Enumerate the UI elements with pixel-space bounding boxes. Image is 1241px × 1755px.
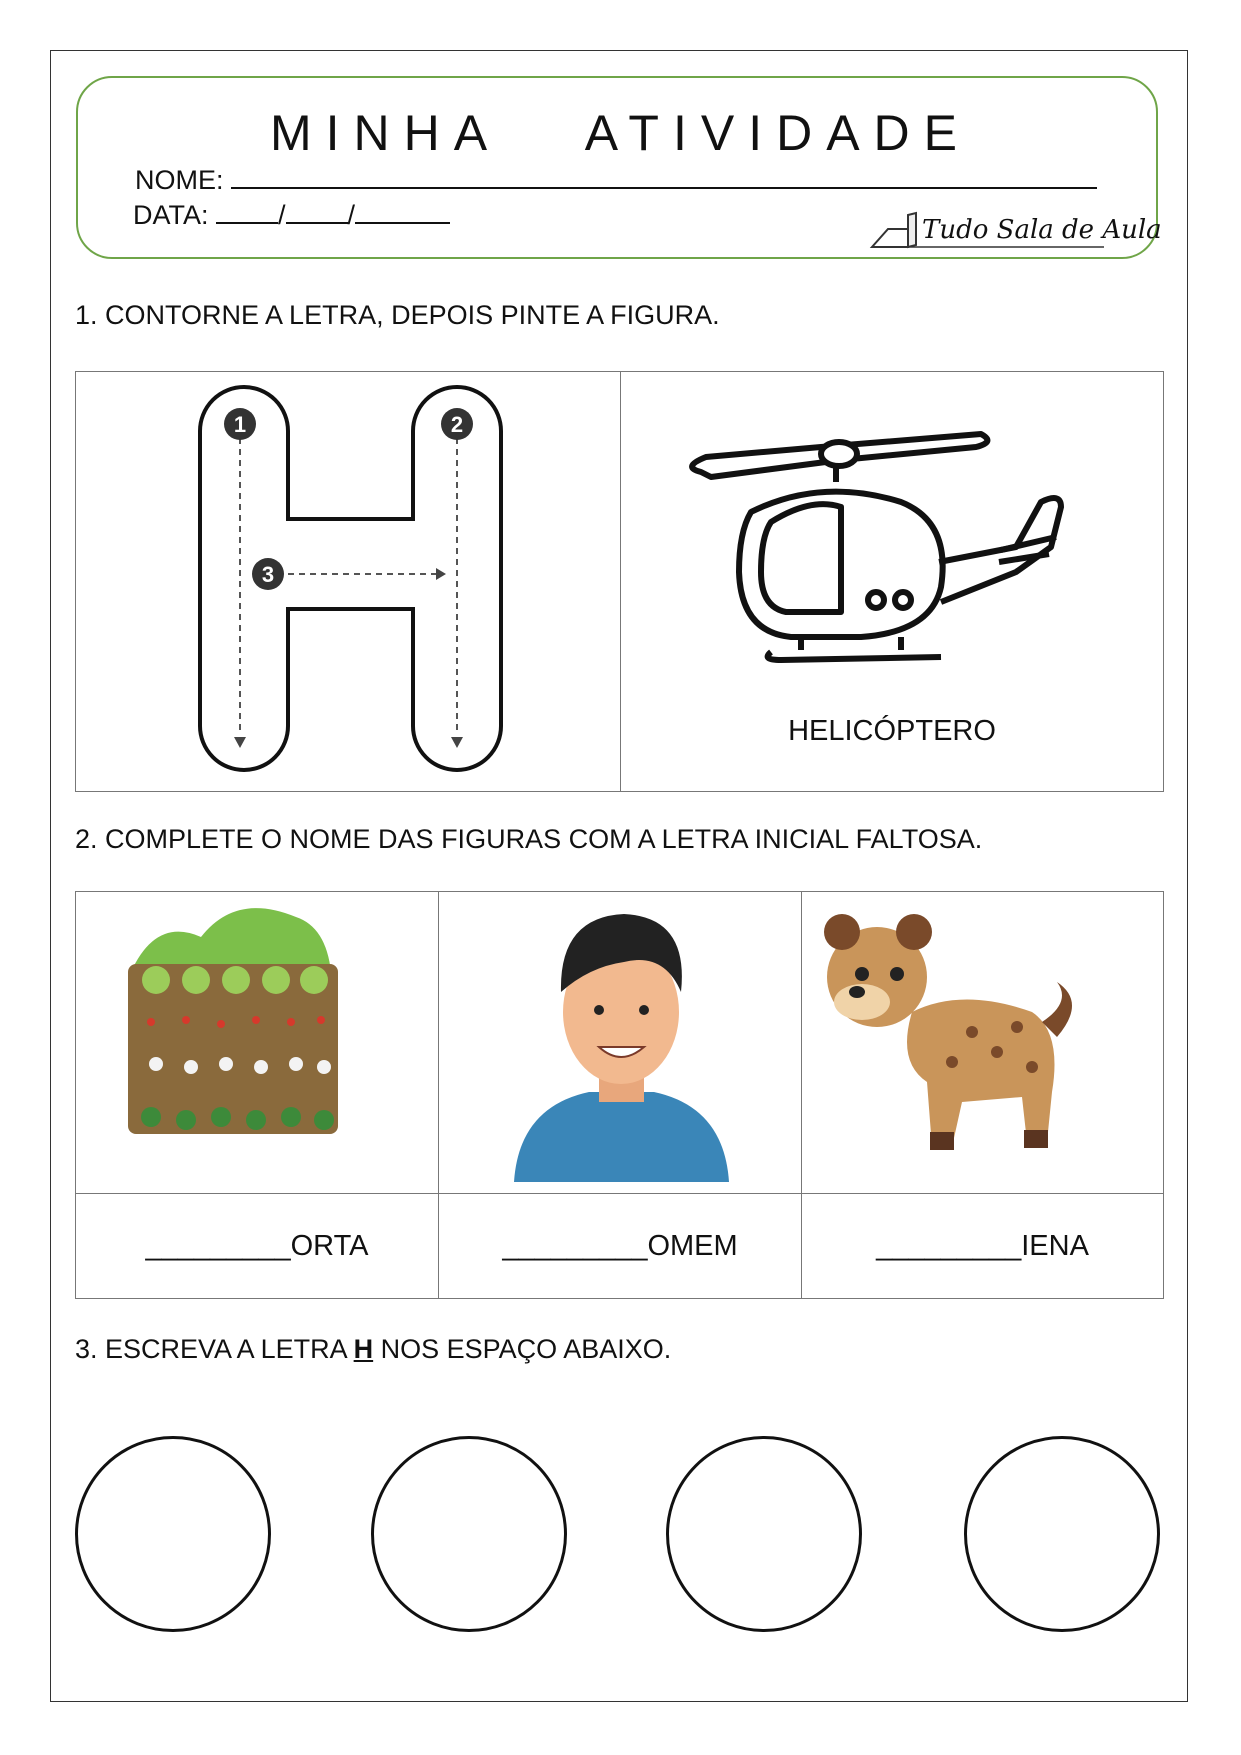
name-label: NOME: [135,165,224,195]
word-suffix-1: ORTA [290,1229,369,1262]
word-item-3[interactable] [802,1194,1164,1299]
word-item-2[interactable] [439,1194,802,1299]
question-1-text: 1. CONTORNE A LETRA, DEPOIS PINTE A FIGURA. [75,300,720,330]
name-line[interactable] [231,163,1097,189]
word-suffix-2: OMEM [647,1229,738,1262]
garden-image-cell [76,892,439,1194]
q3-text-before: 3. ESCREVA A LETRA [75,1334,354,1364]
word-suffix-3: IENA [1021,1229,1089,1262]
date-sep: / [278,200,286,230]
logo [868,205,1162,251]
writing-circle-3[interactable] [666,1436,862,1632]
hyena-image [802,892,1164,1192]
name-field[interactable] [135,163,1097,196]
q3-text-after: NOS ESPAÇO ABAIXO. [373,1334,672,1364]
figure-label: HELICÓPTERO [788,715,996,747]
date-field[interactable] [133,198,450,231]
question-2-text: 2. COMPLETE O NOME DAS FIGURAS COM A LETRA INICIAL FALTOSA. [75,824,983,854]
man-image-cell [439,892,802,1194]
letter-h-trace[interactable] [76,372,620,786]
question-2-table [75,891,1164,1299]
date-label: DATA: [133,200,209,230]
stroke-number-1: 1 [233,412,247,437]
date-sep: / [347,200,356,230]
title-word-1: MINHA [269,105,502,161]
question-3-text [75,1334,671,1365]
date-month-line[interactable] [286,198,348,224]
blank-2[interactable]: _________ [502,1229,648,1262]
writing-circle-2[interactable] [371,1436,567,1632]
page-title [0,104,1241,162]
figure-cell[interactable] [621,372,1164,792]
question-1-table [75,371,1164,792]
stroke-number-2: 2 [450,412,464,437]
title-word-2: ATIVIDADE [584,105,972,161]
hyena-image-cell [802,892,1164,1194]
date-day-line[interactable] [216,198,278,224]
q3-letter: H [353,1334,374,1364]
blank-1[interactable]: _________ [145,1229,291,1262]
word-item-1[interactable] [76,1194,439,1299]
writing-circle-1[interactable] [75,1436,271,1632]
letter-trace-cell[interactable] [76,372,621,792]
blank-3[interactable]: _________ [876,1229,1022,1262]
man-image [439,892,801,1192]
svg-text:Tudo Sala de Aula: Tudo Sala de Aula [922,215,1162,245]
date-year-line[interactable] [355,198,450,224]
writing-circle-4[interactable] [964,1436,1160,1632]
vegetable-garden-image [76,892,438,1192]
stroke-number-3: 3 [261,562,275,587]
